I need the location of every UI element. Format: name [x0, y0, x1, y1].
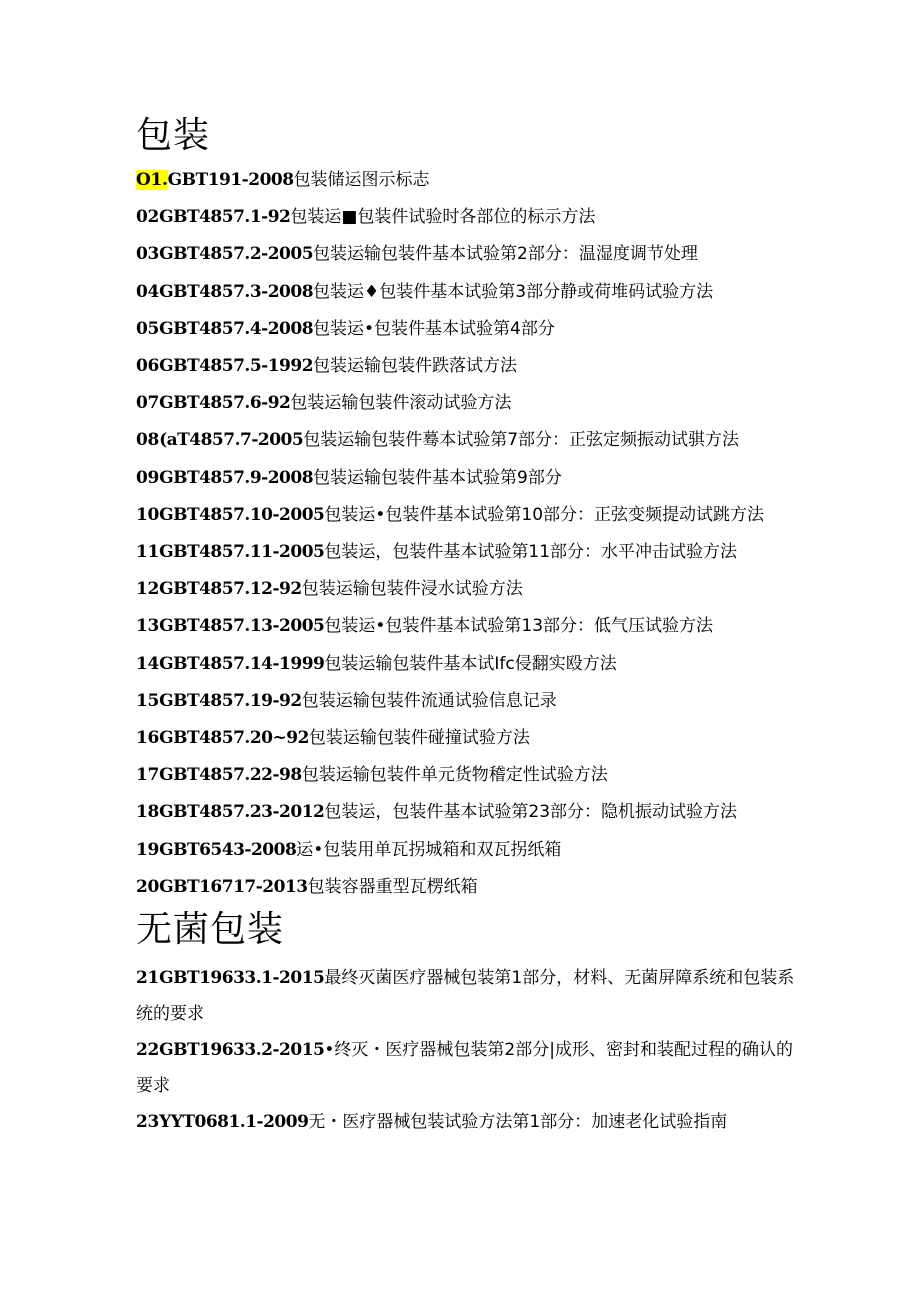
list-item	[136, 832, 796, 869]
list-item	[136, 869, 796, 906]
standard-code: GBT4857.1-92	[159, 207, 291, 228]
standard-title: 最终灭菌医疗器械包装第1部分，材料、无菌屏障系统和包装系统的要求	[136, 968, 795, 1025]
standard-code: GBT4857.20~92	[159, 728, 309, 749]
standard-code: GBT191-2008	[167, 170, 294, 190]
item-number: 11	[136, 542, 160, 563]
list-item	[136, 720, 796, 757]
standard-title: 包装运输包装件跌落试方法	[313, 356, 518, 377]
standard-code: GBT4857.5-1992	[159, 356, 314, 377]
list-item	[136, 348, 796, 385]
standard-title: 包装运，包装件基本试验第23部分：隐机振动试验方法	[324, 802, 738, 823]
list-item	[136, 162, 796, 199]
standard-title: 包装运输包装件基本试Ifc侵翻实殴方法	[324, 653, 617, 674]
standard-code: GBT4857.2-2005	[159, 244, 314, 265]
standard-title: 包装运•包装件基本试验第10部分：正弦变频提动试跳方法	[324, 504, 765, 525]
standard-title: 包装容器重型瓦楞纸箱	[307, 876, 478, 897]
item-number: 12	[136, 579, 160, 600]
list-item	[136, 422, 796, 459]
standard-code: GBT16717-2013	[159, 876, 308, 897]
item-number: 14	[136, 653, 160, 674]
standard-code: GBT4857.6-92	[159, 393, 291, 414]
standard-code: GBT4857.23-2012	[159, 802, 325, 823]
item-number: 21	[136, 968, 160, 989]
standard-title: 无・医疗器械包装试验方法第1部分：加速老化试验指南	[308, 1112, 728, 1133]
standard-title: 包装运输包装件碰撞试验方法	[308, 728, 530, 749]
standard-code: GBT4857.13-2005	[159, 616, 325, 637]
standard-title: 包装运•包装件基本试验第4部分	[313, 318, 555, 339]
list-item	[136, 274, 796, 311]
list-item	[136, 1032, 796, 1104]
standards-list-packaging	[136, 162, 796, 906]
standard-title: 包装运♦包装件基本试验第3部分静或荷堆码试验方法	[313, 281, 714, 302]
item-number: 23	[136, 1112, 160, 1133]
item-number: 06	[136, 356, 160, 377]
standard-title: 包装运输包装件滚动试验方法	[290, 393, 512, 414]
standard-code: GBT4857.4-2008	[159, 318, 314, 339]
standard-code: GBT4857.10-2005	[159, 504, 325, 525]
list-item	[136, 608, 796, 645]
item-number: 20	[136, 876, 160, 897]
item-number: 04	[136, 281, 160, 302]
item-number: 05	[136, 318, 160, 339]
standard-code: GBT6543-2008	[159, 839, 297, 860]
list-item	[136, 960, 796, 1032]
item-number: 16	[136, 728, 160, 749]
standard-code: GBT4857.9-2008	[159, 467, 314, 488]
standard-code: GBT4857.19-92	[159, 690, 302, 711]
item-number: 08	[136, 430, 160, 451]
list-item	[136, 646, 796, 683]
standard-title: 包装运，包装件基本试验第11部分：水平冲击试验方法	[324, 542, 738, 563]
item-number: 15	[136, 690, 160, 711]
list-item	[136, 385, 796, 422]
item-number: 19	[136, 839, 160, 860]
standard-code: (aT4857.7-2005	[159, 430, 304, 451]
item-number: O1.	[136, 170, 168, 190]
item-number: 18	[136, 802, 160, 823]
list-item	[136, 683, 796, 720]
list-item	[136, 199, 796, 236]
standard-title: 包装运■包装件试验时各部位的标示方法	[290, 207, 596, 228]
item-number: 03	[136, 244, 160, 265]
item-number: 17	[136, 765, 160, 786]
standard-title: •终灭・医疗器械包装第2部分|成形、密封和装配过程的确认的要求	[136, 1040, 793, 1097]
standard-code: GBT4857.12-92	[159, 579, 302, 600]
standard-title: 运•包装用单瓦拐城箱和双瓦拐纸箱	[296, 839, 562, 860]
list-item	[136, 1104, 796, 1141]
standard-code: YYT0681.1-2009	[159, 1112, 309, 1133]
section-heading-sterile-packaging: 无菌包装	[136, 909, 285, 951]
list-item	[136, 311, 796, 348]
standards-list-sterile	[136, 960, 796, 1141]
standard-code: GBT4857.22-98	[159, 765, 302, 786]
standard-title: 包装运•包装件基本试验第13部分：低气压试验方法	[324, 616, 714, 637]
item-number: 07	[136, 393, 160, 414]
list-item	[136, 794, 796, 831]
standard-code: GBT4857.11-2005	[159, 542, 325, 563]
document-page	[136, 112, 796, 1141]
list-item	[136, 460, 796, 497]
item-number: 02	[136, 207, 160, 228]
standard-code: GBT4857.14-1999	[159, 653, 325, 674]
section-heading-packaging: 包装	[136, 115, 211, 156]
standard-title: 包装运输包装件蓦本试验第7部分：正弦定频振动试骐方法	[303, 430, 740, 451]
standard-title: 包装运输包装件流通试验信息记录	[301, 690, 557, 711]
list-item	[136, 497, 796, 534]
standard-title: 包装储运图示标志	[293, 170, 430, 190]
standard-title: 包装运输包装件基本试验第2部分：温湿度调节处理	[313, 244, 698, 265]
standard-title: 包装运输包装件单元货物稽定性试验方法	[301, 765, 608, 786]
standard-code: GBT19633.2-2015	[159, 1040, 325, 1061]
standard-code: GBT4857.3-2008	[159, 281, 314, 302]
standard-title: 包装运输包装件浸水试验方法	[301, 579, 523, 600]
list-item	[136, 571, 796, 608]
list-item	[136, 757, 796, 794]
list-item	[136, 236, 796, 273]
list-item	[136, 534, 796, 571]
item-number: 10	[136, 504, 160, 525]
item-number: 13	[136, 616, 160, 637]
standard-title: 包装运输包装件基本试验第9部分	[313, 467, 562, 488]
item-number: 22	[136, 1040, 160, 1061]
item-number: 09	[136, 467, 160, 488]
standard-code: GBT19633.1-2015	[159, 968, 325, 989]
